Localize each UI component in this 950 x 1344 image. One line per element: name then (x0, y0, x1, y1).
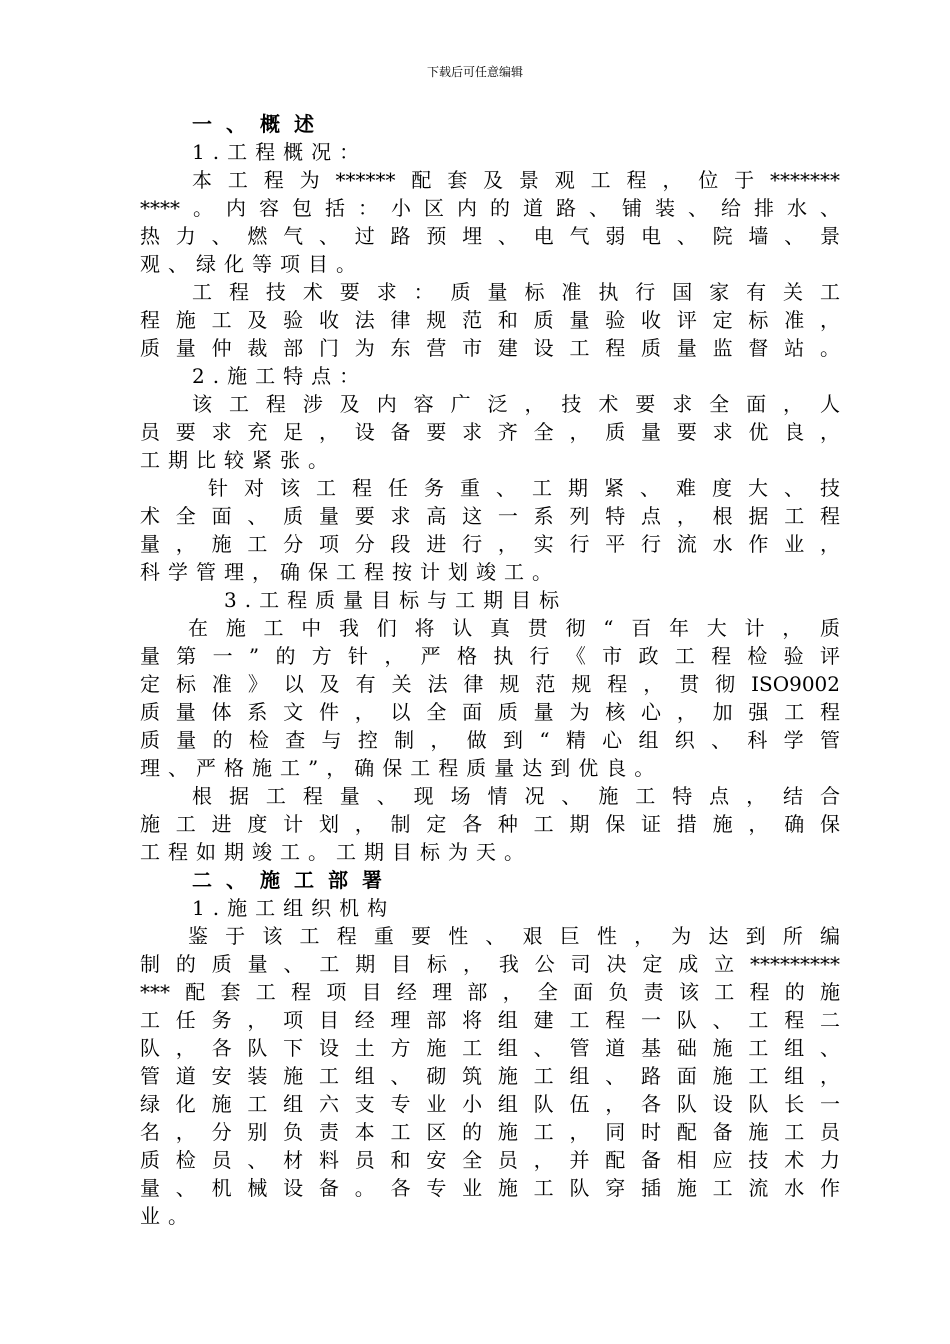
section-heading-deployment: 二、施工部署 (192, 868, 396, 892)
paragraph-line: 管道安装施工组、砌筑施工组、路面施工组， (140, 1064, 840, 1088)
paragraph-line: 针对该工程任务重、工期紧、难度大、技 (208, 476, 840, 500)
paragraph-line: 本工程为******配套及景观工程，位于******* (192, 168, 840, 192)
paragraph-line: 观、绿化等项目。 (140, 252, 364, 276)
paragraph-line: 鉴于该工程重要性、艰巨性，为达到所编 (188, 924, 840, 948)
paragraph-line: 施工进度计划，制定各种工期保证措施，确保 (140, 812, 840, 836)
paragraph-line: 质量的检查与控制，做到“精心组织、科学管 (140, 728, 840, 752)
paragraph-line: 根据工程量、现场情况、施工特点，结合 (192, 784, 840, 808)
paragraph-line: 在施工中我们将认真贯彻“百年大计，质 (188, 616, 840, 640)
paragraph-line: 质检员、材料员和安全员，并配备相应技术力 (140, 1148, 840, 1172)
paragraph-line: 工程技术要求：质量标准执行国家有关工 (192, 280, 840, 304)
paragraph-line: 制的质量、工期目标，我公司决定成立********* (140, 952, 840, 976)
paragraph-line: 业。 (140, 1204, 196, 1228)
paragraph-line: 质量体系文件，以全面质量为核心，加强工程 (140, 700, 840, 724)
subheading-quality-schedule-targets: 3.工程质量目标与工期目标 (224, 588, 568, 612)
paragraph-line: 热力、燃气、过路预埋、电气弱电、院墙、景 (140, 224, 840, 248)
paragraph-line: ****。内容包括：小区内的道路、铺装、给排水、 (140, 196, 840, 220)
paragraph-line: 绿化施工组六支专业小组队伍，各队设队长一 (140, 1092, 840, 1116)
paragraph-line: 队，各队下设土方施工组、管道基础施工组、 (140, 1036, 840, 1060)
paragraph-line: 量，施工分项分段进行，实行平行流水作业， (140, 532, 840, 556)
paragraph-line: 质量仲裁部门为东营市建设工程质量监督站。 (140, 336, 840, 360)
paragraph-line: 工期比较紧张。 (140, 448, 336, 472)
subheading-project-overview: 1.工程概况： (192, 140, 368, 164)
paragraph-line: 量第一”的方针，严格执行《市政工程检验评 (140, 644, 840, 668)
paragraph-line: ***配套工程项目经理部，全面负责该工程的施 (140, 980, 840, 1004)
paragraph-line: 名，分别负责本工区的施工，同时配备施工员 (140, 1120, 840, 1144)
paragraph-line: 科学管理，确保工程按计划竣工。 (140, 560, 560, 584)
subheading-construction-features: 2.施工特点： (192, 364, 368, 388)
page-header-note: 下载后可任意编辑 (426, 65, 523, 79)
section-heading-overview: 一、概述 (192, 112, 328, 136)
document-body (140, 110, 840, 1230)
subheading-organization: 1.施工组织机构 (192, 896, 396, 920)
paragraph-line: 理、严格施工”，确保工程质量达到优良。 (140, 756, 663, 780)
paragraph-line: 定标准》以及有关法律规范规程，贯彻ISO9002 (140, 672, 840, 696)
paragraph-line: 术全面、质量要求高这一系列特点，根据工程 (140, 504, 840, 528)
paragraph-line: 员要求充足，设备要求齐全，质量要求优良， (140, 420, 840, 444)
paragraph-line: 程施工及验收法律规范和质量验收评定标准， (140, 308, 840, 332)
paragraph-line: 工任务，项目经理部将组建工程一队、工程二 (140, 1008, 840, 1032)
paragraph-line: 量、机械设备。各专业施工队穿插施工流水作 (140, 1176, 840, 1200)
paragraph-line: 工程如期竣工。工期目标为天。 (140, 840, 532, 864)
paragraph-line: 该工程涉及内容广泛，技术要求全面，人 (192, 392, 840, 416)
